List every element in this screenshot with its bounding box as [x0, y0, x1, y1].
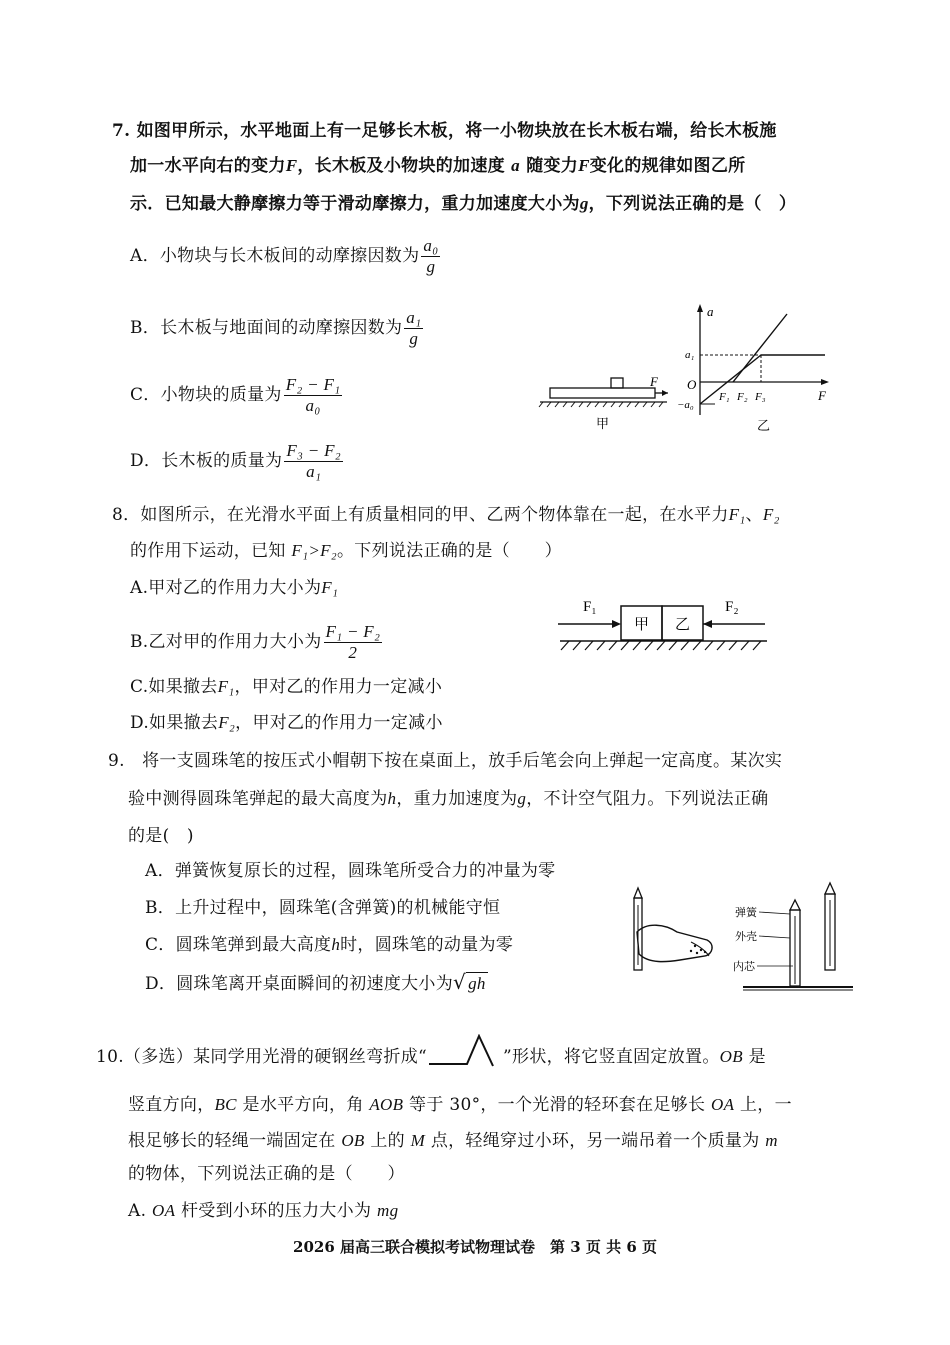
caption-yi: 乙	[757, 418, 771, 433]
axis-label-a: a	[707, 304, 714, 319]
q8-option-b: B.乙对甲的作用力大小为 $\frac{\text{F₁ − F₂}}{2}$	[130, 622, 381, 662]
q7-option-a: A．小物块与长木板间的动摩擦因数为 $\frac{\text{a₀}}{g}$	[130, 236, 439, 276]
q9-option-c: C．圆珠笔弹到最大高度h时，圆珠笔的动量为零	[145, 935, 514, 955]
q8-option-c: C.如果撤去F₁，甲对乙的作用力一定减小	[130, 677, 443, 697]
q7-option-d: D．长木板的质量为 $\frac{\text{F₃ − F₂}}{\text{a₁}}$	[130, 441, 342, 481]
q8-line2: 的作用下运动，已知 F₁>F₂。下列说法正确的是（ ）	[130, 541, 562, 561]
q8-figure	[555, 594, 770, 660]
axis-label-f: F	[818, 388, 826, 403]
pen-pressed	[790, 900, 800, 986]
label-shell: 外壳	[735, 931, 757, 943]
block-jia-label: 甲	[634, 617, 650, 633]
q8-option-d: D.如果撤去F₂，甲对乙的作用力一定减小	[130, 713, 443, 733]
f1-label: F₁	[719, 391, 730, 403]
origin-label: O	[687, 377, 697, 392]
q9-option-d: D．圆珠笔离开桌面瞬间的初速度大小为√ gh	[145, 970, 486, 994]
label-core: 内芯	[733, 961, 755, 973]
f2-label: F₂	[737, 391, 748, 403]
q8-ground-hatch	[561, 641, 761, 650]
label-spring: 弹簧	[735, 907, 757, 919]
ground-hatch	[539, 402, 663, 407]
q9-line1: 9. 将一支圆珠笔的按压式小帽朝下按在桌面上，放手后笔会向上弹起一定高度。某次实	[108, 751, 783, 771]
q8-line1: 8．如图所示，在光滑水平面上有质量相同的甲、乙两个物体靠在一起，在水平力F₁、F₂	[112, 505, 780, 525]
page-footer: 2026 届高三联合模拟考试物理试卷 第 3 页 共 6 页	[293, 1238, 657, 1256]
f3-label: F₃	[755, 391, 766, 403]
q8-f2-label: F₂	[725, 599, 739, 615]
pen-in-hand	[634, 888, 712, 970]
q9-line3: 的是( )	[128, 826, 194, 846]
pen-bouncing	[825, 883, 835, 970]
q9-figure	[625, 880, 855, 995]
force-label-f: F	[650, 374, 658, 389]
q7-option-c: C．小物块的质量为 $\frac{\text{F₂ − F₁}}{\text{a₀}}$	[130, 375, 341, 415]
q7-figure-jia	[535, 370, 675, 435]
q10-option-a: A. OA 杆受到小环的压力大小为 mg	[128, 1201, 399, 1221]
q9-option-b: B．上升过程中，圆珠笔(含弹簧)的机械能守恒	[145, 898, 501, 918]
block-yi-label: 乙	[675, 617, 691, 633]
q7-line2: 加一水平向右的变力F，长木板及小物块的加速度 a 随变力F变化的规律如图乙所	[130, 156, 746, 176]
q7-figure-yi	[675, 300, 835, 440]
bent-wire-icon	[427, 1034, 503, 1068]
long-board	[550, 388, 655, 398]
small-block	[611, 378, 623, 388]
caption-jia: 甲	[596, 416, 610, 431]
q10-line1: 10.（多选）某同学用光滑的硬钢丝弯折成“ ”形状，将它竖直固定放置。OB 是	[96, 1034, 766, 1068]
q9-line2: 验中测得圆珠笔弹起的最大高度为h，重力加速度为g，不计空气阻力。下列说法正确	[128, 789, 769, 809]
q9-option-a: A．弹簧恢复原长的过程，圆珠笔所受合力的冲量为零	[145, 861, 556, 881]
q7-line3: 示．已知最大静摩擦力等于滑动摩擦力，重力加速度大小为g，下列说法正确的是（ ）	[130, 194, 797, 214]
q8-option-a: A.甲对乙的作用力大小为F₁	[130, 578, 339, 598]
q10-line4: 的物体，下列说法正确的是（ ）	[128, 1164, 405, 1184]
graph-line-block	[700, 355, 761, 404]
q10-line2: 竖直方向，BC 是水平方向，角 AOB 等于 30°，一个光滑的轻环套在足够长 OA 上，一	[128, 1095, 792, 1115]
q8-f1-label: F₁	[583, 599, 597, 615]
a1-label: a₁	[685, 349, 695, 361]
q7-option-b: B．长木板与地面间的动摩擦因数为 $\frac{\text{a₁}}{g}$	[130, 308, 422, 348]
neg-a0-label: −a₀	[677, 399, 694, 411]
q10-line3: 根足够长的轻绳一端固定在 OB 上的 M 点，轻绳穿过小环，另一端吊着一个质量为 m	[128, 1131, 778, 1151]
q7-line1: 7. 如图甲所示，水平地面上有一足够长木板，将一小物块放在长木板右端，给长木板施	[112, 121, 777, 141]
